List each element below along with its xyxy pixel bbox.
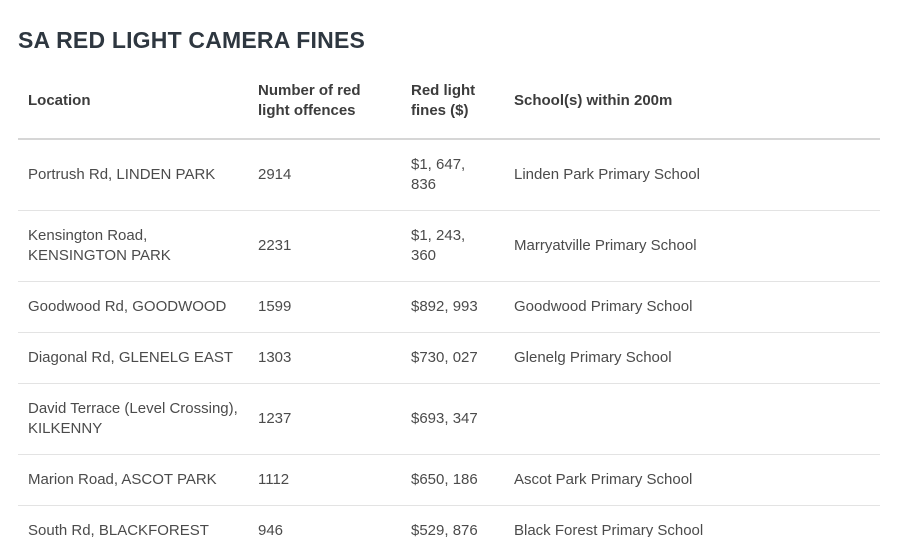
page-title: SA RED LIGHT CAMERA FINES (18, 27, 366, 53)
location-cell: Portrush Rd, LINDEN PARK (18, 139, 248, 211)
fines-cell: $1, 243, 360 (401, 211, 504, 282)
table-row (18, 455, 880, 506)
table-header (18, 65, 880, 139)
fines-cell: $730, 027 (401, 333, 504, 384)
offences-cell: 946 (248, 506, 401, 537)
school-cell (504, 384, 880, 455)
table-row (18, 333, 880, 384)
school-cell: Glenelg Primary School (504, 333, 880, 384)
table-row (18, 211, 880, 282)
column-header-offences: Number of red light offences (248, 65, 401, 139)
school-cell: Goodwood Primary School (504, 282, 880, 333)
location-cell: Goodwood Rd, GOODWOOD (18, 282, 248, 333)
location-cell: Marion Road, ASCOT PARK (18, 455, 248, 506)
school-cell: Black Forest Primary School (504, 506, 880, 537)
location-cell: South Rd, BLACKFOREST (18, 506, 248, 537)
column-header-fines: Red light fines ($) (401, 65, 504, 139)
red-light-camera-fines-table (18, 65, 880, 537)
offences-cell: 2231 (248, 211, 401, 282)
offences-cell: 1112 (248, 455, 401, 506)
header-row (18, 65, 880, 139)
fines-cell: $529, 876 (401, 506, 504, 537)
location-cell: Diagonal Rd, GLENELG EAST (18, 333, 248, 384)
school-cell: Ascot Park Primary School (504, 455, 880, 506)
offences-cell: 1237 (248, 384, 401, 455)
fines-cell: $1, 647, 836 (401, 139, 504, 211)
column-header-location: Location (18, 65, 248, 139)
offences-cell: 2914 (248, 139, 401, 211)
column-header-schools: School(s) within 200m (504, 65, 880, 139)
table-row (18, 282, 880, 333)
fines-cell: $693, 347 (401, 384, 504, 455)
table-row (18, 139, 880, 211)
fines-cell: $892, 993 (401, 282, 504, 333)
table-row (18, 384, 880, 455)
table-row (18, 506, 880, 537)
fines-cell: $650, 186 (401, 455, 504, 506)
location-cell: David Terrace (Level Crossing), KILKENNY (18, 384, 248, 455)
location-cell: Kensington Road, KENSINGTON PARK (18, 211, 248, 282)
school-cell: Marryatville Primary School (504, 211, 880, 282)
table-body (18, 139, 880, 537)
school-cell: Linden Park Primary School (504, 139, 880, 211)
offences-cell: 1599 (248, 282, 401, 333)
offences-cell: 1303 (248, 333, 401, 384)
